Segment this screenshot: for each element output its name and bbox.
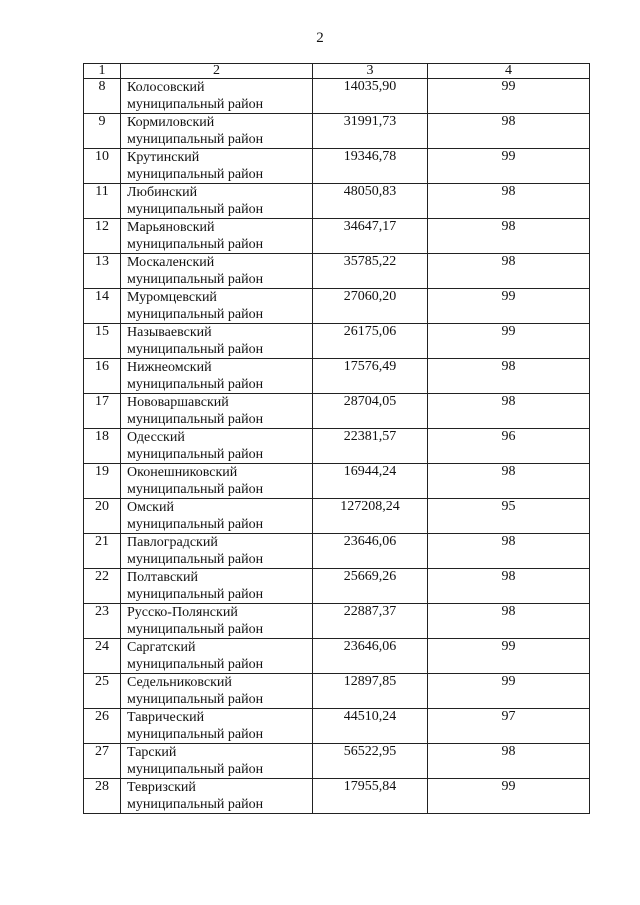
- percent-cell: 99: [428, 289, 590, 324]
- percent-cell: 98: [428, 534, 590, 569]
- district-cell: [121, 359, 313, 394]
- table-row: [84, 464, 590, 499]
- district-type: муниципальный район: [127, 447, 264, 462]
- table-row: [84, 674, 590, 709]
- table-row: [84, 149, 590, 184]
- district-cell: [121, 674, 313, 709]
- amount-cell: 22887,37: [313, 604, 428, 639]
- percent-cell: 98: [428, 184, 590, 219]
- district-cell: [121, 394, 313, 429]
- percent-cell: 98: [428, 114, 590, 149]
- district-type: муниципальный район: [127, 727, 264, 742]
- table-row: [84, 254, 590, 289]
- district-type: муниципальный район: [127, 97, 264, 112]
- percent-cell: 99: [428, 674, 590, 709]
- district-name: Марьяновский: [127, 220, 215, 235]
- district-type: муниципальный район: [127, 552, 264, 567]
- district-cell: [121, 254, 313, 289]
- row-number: 25: [84, 674, 121, 709]
- district-cell: [121, 79, 313, 114]
- row-number: 26: [84, 709, 121, 744]
- row-number: 10: [84, 149, 121, 184]
- district-cell: [121, 744, 313, 779]
- district-name: Одесский: [127, 430, 185, 445]
- district-name: Павлоградский: [127, 535, 218, 550]
- district-cell: [121, 324, 313, 359]
- district-cell: [121, 499, 313, 534]
- district-type: муниципальный район: [127, 202, 264, 217]
- table-row: [84, 604, 590, 639]
- amount-cell: 17576,49: [313, 359, 428, 394]
- percent-cell: 98: [428, 359, 590, 394]
- district-cell: [121, 219, 313, 254]
- table-row: [84, 359, 590, 394]
- amount-cell: 27060,20: [313, 289, 428, 324]
- amount-cell: 28704,05: [313, 394, 428, 429]
- row-number: 8: [84, 79, 121, 114]
- percent-cell: 95: [428, 499, 590, 534]
- district-type: муниципальный район: [127, 657, 264, 672]
- row-number: 17: [84, 394, 121, 429]
- percent-cell: 97: [428, 709, 590, 744]
- row-number: 11: [84, 184, 121, 219]
- district-name: Таврический: [127, 710, 205, 725]
- district-type: муниципальный район: [127, 132, 264, 147]
- table-row: [84, 779, 590, 814]
- district-type: муниципальный район: [127, 167, 264, 182]
- district-cell: [121, 639, 313, 674]
- row-number: 12: [84, 219, 121, 254]
- district-type: муниципальный район: [127, 797, 264, 812]
- district-cell: [121, 569, 313, 604]
- district-type: муниципальный район: [127, 692, 264, 707]
- amount-cell: 22381,57: [313, 429, 428, 464]
- district-type: муниципальный район: [127, 342, 264, 357]
- amount-cell: 23646,06: [313, 639, 428, 674]
- amount-cell: 12897,85: [313, 674, 428, 709]
- table-row: [84, 114, 590, 149]
- table-row: [84, 79, 590, 114]
- district-name: Оконешниковский: [127, 465, 238, 480]
- row-number: 20: [84, 499, 121, 534]
- district-name: Седельниковский: [127, 675, 232, 690]
- percent-cell: 98: [428, 254, 590, 289]
- table-row: [84, 499, 590, 534]
- district-cell: [121, 149, 313, 184]
- table-row: [84, 429, 590, 464]
- row-number: 18: [84, 429, 121, 464]
- table-body: [84, 79, 590, 814]
- amount-cell: 23646,06: [313, 534, 428, 569]
- amount-cell: 14035,90: [313, 79, 428, 114]
- table-row: [84, 324, 590, 359]
- district-cell: [121, 464, 313, 499]
- district-name: Москаленский: [127, 255, 215, 270]
- district-type: муниципальный район: [127, 237, 264, 252]
- district-cell: [121, 709, 313, 744]
- district-type: муниципальный район: [127, 587, 264, 602]
- row-number: 15: [84, 324, 121, 359]
- district-name: Саргатский: [127, 640, 196, 655]
- header-row: [84, 64, 590, 79]
- district-cell: [121, 184, 313, 219]
- district-name: Русско-Полянский: [127, 605, 238, 620]
- district-name: Тарский: [127, 745, 177, 760]
- percent-cell: 98: [428, 744, 590, 779]
- row-number: 13: [84, 254, 121, 289]
- amount-cell: 17955,84: [313, 779, 428, 814]
- district-name: Омский: [127, 500, 174, 515]
- district-type: муниципальный район: [127, 377, 264, 392]
- amount-cell: 56522,95: [313, 744, 428, 779]
- percent-cell: 98: [428, 464, 590, 499]
- percent-cell: 98: [428, 219, 590, 254]
- row-number: 24: [84, 639, 121, 674]
- row-number: 23: [84, 604, 121, 639]
- district-cell: [121, 114, 313, 149]
- amount-cell: 19346,78: [313, 149, 428, 184]
- district-name: Полтавский: [127, 570, 198, 585]
- table-row: [84, 394, 590, 429]
- district-name: Называевский: [127, 325, 212, 340]
- amount-cell: 25669,26: [313, 569, 428, 604]
- table-row: [84, 709, 590, 744]
- table-row: [84, 184, 590, 219]
- district-type: муниципальный район: [127, 517, 264, 532]
- amount-cell: 48050,83: [313, 184, 428, 219]
- row-number: 19: [84, 464, 121, 499]
- table-row: [84, 744, 590, 779]
- amount-cell: 127208,24: [313, 499, 428, 534]
- district-name: Кормиловский: [127, 115, 215, 130]
- district-type: муниципальный район: [127, 482, 264, 497]
- district-cell: [121, 604, 313, 639]
- amount-cell: 31991,73: [313, 114, 428, 149]
- header-col-3: 3: [313, 64, 428, 79]
- table-row: [84, 569, 590, 604]
- row-number: 28: [84, 779, 121, 814]
- district-cell: [121, 429, 313, 464]
- table-row: [84, 639, 590, 674]
- header-col-4: 4: [428, 64, 590, 79]
- percent-cell: 96: [428, 429, 590, 464]
- percent-cell: 99: [428, 79, 590, 114]
- percent-cell: 98: [428, 569, 590, 604]
- row-number: 22: [84, 569, 121, 604]
- percent-cell: 99: [428, 779, 590, 814]
- amount-cell: 35785,22: [313, 254, 428, 289]
- row-number: 14: [84, 289, 121, 324]
- table-row: [84, 534, 590, 569]
- amount-cell: 44510,24: [313, 709, 428, 744]
- district-name: Муромцевский: [127, 290, 217, 305]
- row-number: 21: [84, 534, 121, 569]
- district-type: муниципальный район: [127, 272, 264, 287]
- district-type: муниципальный район: [127, 762, 264, 777]
- amount-cell: 16944,24: [313, 464, 428, 499]
- percent-cell: 99: [428, 324, 590, 359]
- data-table: [83, 63, 590, 814]
- district-cell: [121, 779, 313, 814]
- page-number: 2: [316, 30, 324, 46]
- table-row: [84, 289, 590, 324]
- district-name: Крутинский: [127, 150, 200, 165]
- percent-cell: 99: [428, 149, 590, 184]
- district-type: муниципальный район: [127, 412, 264, 427]
- district-type: муниципальный район: [127, 622, 264, 637]
- district-type: муниципальный район: [127, 307, 264, 322]
- row-number: 27: [84, 744, 121, 779]
- table-row: [84, 219, 590, 254]
- district-cell: [121, 289, 313, 324]
- row-number: 16: [84, 359, 121, 394]
- percent-cell: 99: [428, 639, 590, 674]
- district-name: Нижнеомский: [127, 360, 212, 375]
- amount-cell: 26175,06: [313, 324, 428, 359]
- district-name: Тевризский: [127, 780, 196, 795]
- header-col-1: 1: [84, 64, 121, 79]
- amount-cell: 34647,17: [313, 219, 428, 254]
- district-name: Колосовский: [127, 80, 205, 95]
- percent-cell: 98: [428, 394, 590, 429]
- district-name: Нововаршавский: [127, 395, 229, 410]
- header-col-2: 2: [121, 64, 313, 79]
- district-cell: [121, 534, 313, 569]
- row-number: 9: [84, 114, 121, 149]
- percent-cell: 98: [428, 604, 590, 639]
- district-name: Любинский: [127, 185, 198, 200]
